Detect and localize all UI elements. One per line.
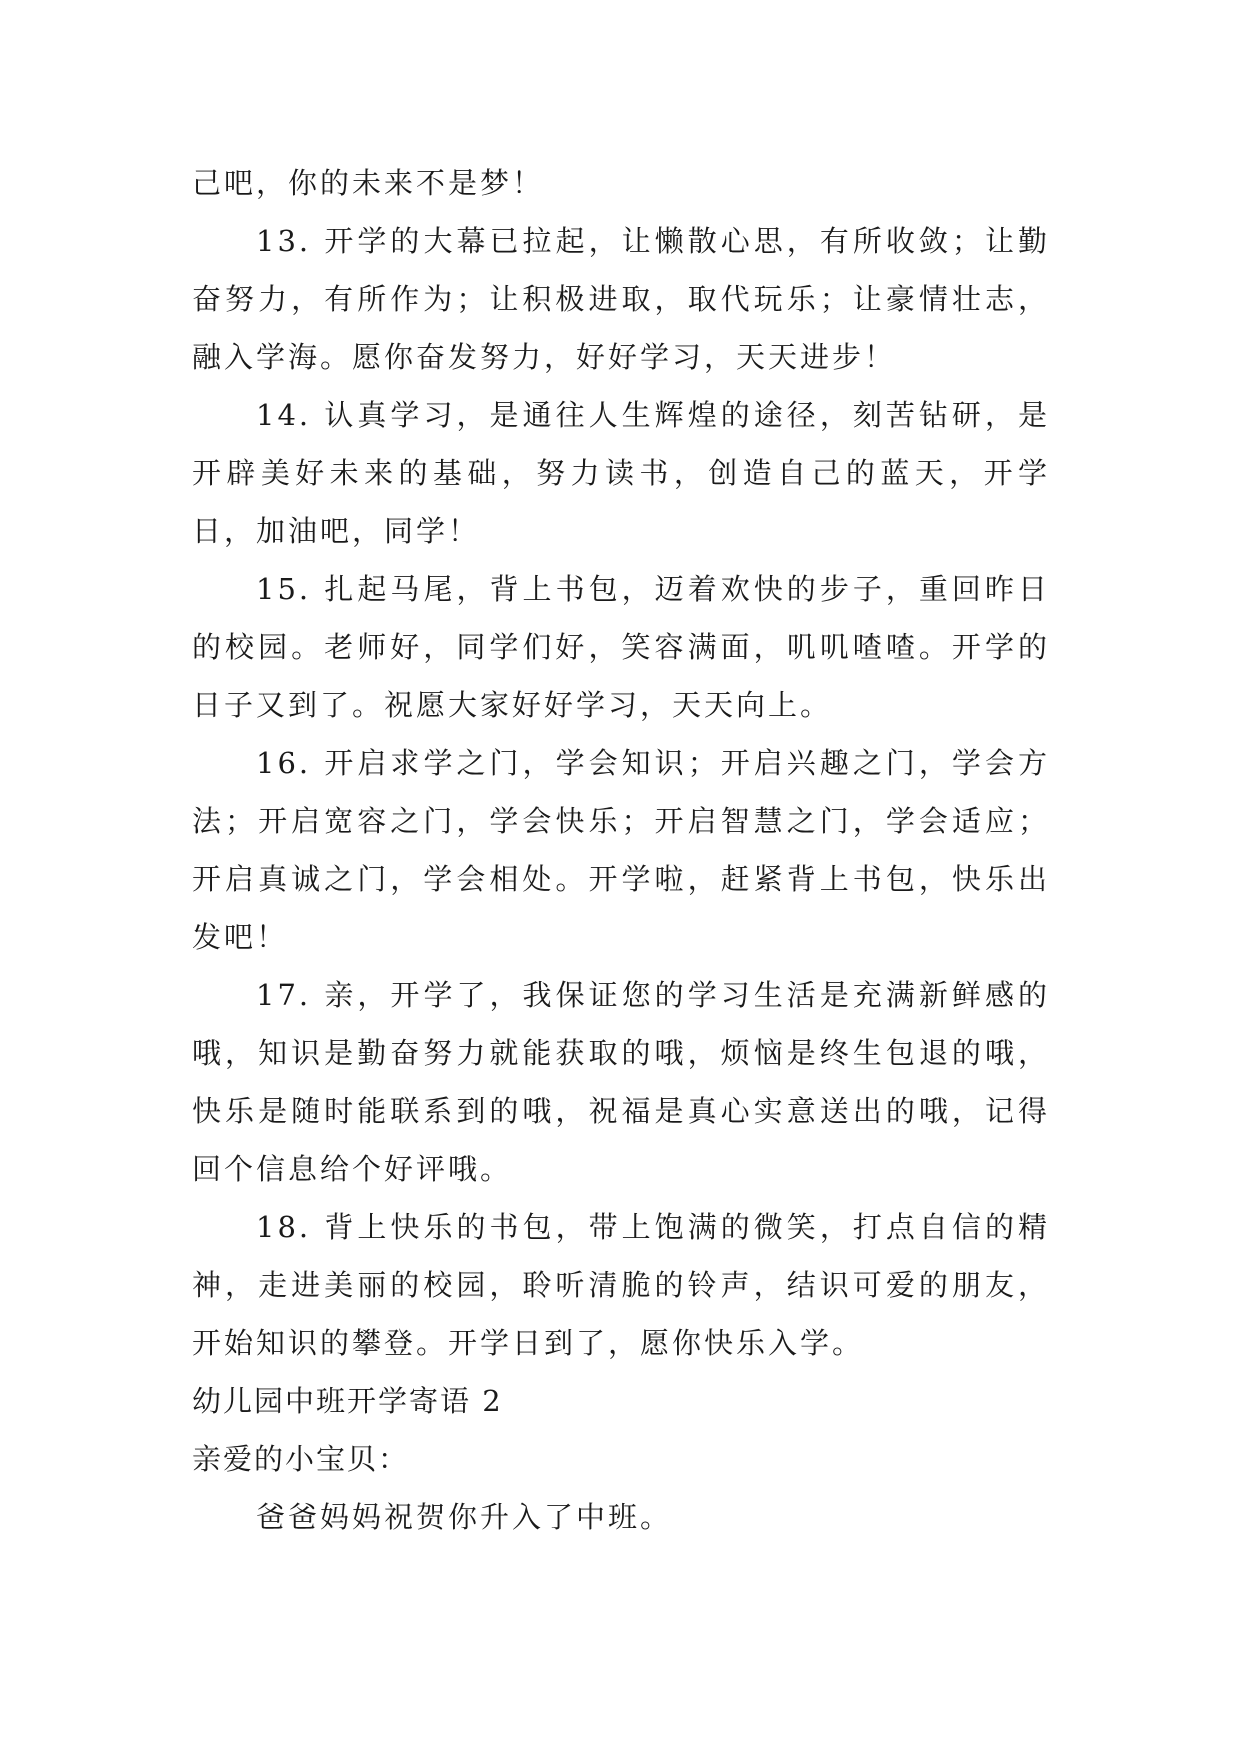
list-item-18: 18. 背上快乐的书包，带上饱满的微笑，打点自信的精神，走进美丽的校园，聆听清脆的铃声，结识可爱的朋友，开始知识的攀登。开学日到了，愿你快乐入学。 [192, 1210, 1050, 1360]
list-item-14: 14. 认真学习，是通往人生辉煌的途径，刻苦钻研，是开辟美好未来的基础，努力读书，创造自己的蓝天，开学日，加油吧，同学！ [192, 398, 1050, 548]
list-item-13: 13. 开学的大幕已拉起，让懒散心思，有所收敛；让勤奋努力，有所作为；让积极进取，取代玩乐；让豪情壮志，融入学海。愿你奋发努力，好好学习，天天进步！ [192, 224, 1050, 374]
salutation: 亲爱的小宝贝： [192, 1442, 410, 1476]
list-item-15: 15. 扎起马尾，背上书包，迈着欢快的步子，重回昨日的校园。老师好，同学们好，笑容满面，叽叽喳喳。开学的日子又到了。祝愿大家好好学习，天天向上。 [192, 572, 1050, 722]
continuation-paragraph: 己吧，你的未来不是梦！ [192, 166, 545, 200]
section-title: 幼儿园中班开学寄语 2 [192, 1384, 503, 1418]
document-page [192, 154, 1050, 1546]
list-item-16: 16. 开启求学之门，学会知识；开启兴趣之门，学会方法；开启宽容之门，学会快乐；开启智慧之门，学会适应；开启真诚之门，学会相处。开学啦，赶紧背上书包，快乐出发吧！ [192, 746, 1050, 954]
opening-line: 爸爸妈妈祝贺你升入了中班。 [256, 1500, 673, 1534]
list-item-17: 17. 亲，开学了，我保证您的学习生活是充满新鲜感的哦，知识是勤奋努力就能获取的哦，烦恼是终生包退的哦，快乐是随时能联系到的哦，祝福是真心实意送出的哦，记得回个信息给个好评哦。 [192, 978, 1050, 1186]
